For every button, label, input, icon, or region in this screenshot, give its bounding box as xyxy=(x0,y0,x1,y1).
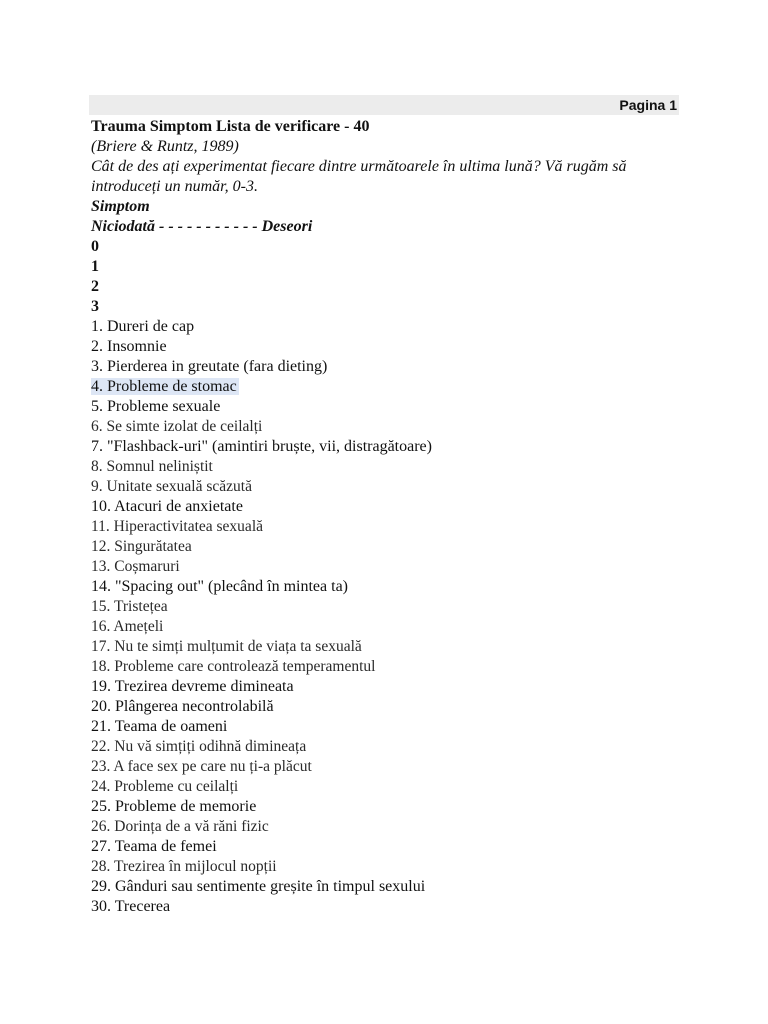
scale-value-2: 2 xyxy=(91,278,99,295)
symptom-item xyxy=(91,317,691,337)
symptom-item-text: 13. Coșmaruri xyxy=(91,558,180,575)
symptom-item-text: 2. Insomnie xyxy=(91,338,167,355)
symptom-item xyxy=(91,357,691,377)
symptom-item xyxy=(91,497,691,517)
symptom-item xyxy=(91,537,691,557)
symptom-item-text: 29. Gânduri sau sentimente greșite în timpul sexului xyxy=(91,878,426,895)
symptom-item-text: 3. Pierderea in greutate (fara dieting) xyxy=(91,358,328,375)
scale-value-0: 0 xyxy=(91,238,99,255)
symptom-item-text: 9. Unitate sexuală scăzută xyxy=(91,478,252,495)
symptom-item xyxy=(91,757,691,777)
symptom-item-text: 28. Trezirea în mijlocul nopții xyxy=(91,858,277,875)
symptom-item xyxy=(91,637,691,657)
symptom-item-text: 25. Probleme de memorie xyxy=(91,798,257,815)
symptom-item xyxy=(91,717,691,737)
page-number-label: Pagina 1 xyxy=(619,97,677,113)
symptom-item-text: 12. Singurătatea xyxy=(91,538,192,555)
symptom-item-text: 6. Se simte izolat de ceilalți xyxy=(91,418,263,435)
symptom-item xyxy=(91,397,691,417)
scale-label: Niciodată - - - - - - - - - - - Deseori xyxy=(91,218,313,235)
symptom-item xyxy=(91,417,691,437)
symptom-heading: Simptom xyxy=(91,198,150,215)
symptom-item xyxy=(91,677,691,697)
instructions: Cât de des ați experimentat fiecare dintre următoarele în ultima lună? Vă rugăm să introduceți un număr, 0-3. xyxy=(91,158,627,195)
document-title: Trauma Simptom Lista de verificare - 40 xyxy=(91,118,370,135)
symptom-item-text: 16. Amețeli xyxy=(91,618,164,635)
symptom-item-text: 19. Trezirea devreme dimineata xyxy=(91,678,294,695)
symptom-item xyxy=(91,577,691,597)
symptom-item-text: 15. Tristețea xyxy=(91,598,168,615)
symptom-item xyxy=(91,377,691,397)
symptom-item-text: 1. Dureri de cap xyxy=(91,318,195,335)
symptom-item-text: 24. Probleme cu ceilalți xyxy=(91,778,239,795)
symptom-item-text: 27. Teama de femei xyxy=(91,838,217,855)
symptom-item xyxy=(91,737,691,757)
symptom-item-text: 7. "Flashback-uri" (amintiri bruște, vii, distragătoare) xyxy=(91,438,432,455)
symptom-item-text: 17. Nu te simți mulțumit de viața ta sexuală xyxy=(91,638,362,655)
symptom-item-text: 11. Hiperactivitatea sexuală xyxy=(91,518,263,535)
symptom-item-text: 18. Probleme care controlează temperamentul xyxy=(91,658,376,675)
document-body xyxy=(91,117,691,917)
symptom-item-text: 4. Probleme de stomac xyxy=(91,378,237,395)
symptom-item xyxy=(91,817,691,837)
symptom-item xyxy=(91,597,691,617)
symptom-item xyxy=(91,857,691,877)
symptom-item-text: 30. Trecerea xyxy=(91,898,171,915)
symptom-item xyxy=(91,877,691,897)
page-header-bar xyxy=(89,95,679,115)
symptom-item xyxy=(91,697,691,717)
symptom-list xyxy=(91,317,691,917)
symptom-item-text: 23. A face sex pe care nu ți-a plăcut xyxy=(91,758,312,775)
scale-value-3: 3 xyxy=(91,298,99,315)
symptom-item xyxy=(91,657,691,677)
symptom-item xyxy=(91,837,691,857)
symptom-item xyxy=(91,897,691,917)
symptom-item-text: 21. Teama de oameni xyxy=(91,718,228,735)
symptom-item xyxy=(91,337,691,357)
symptom-item-text: 20. Plângerea necontrolabilă xyxy=(91,698,274,715)
symptom-item-text: 14. "Spacing out" (plecând în mintea ta) xyxy=(91,578,348,595)
symptom-item-text: 5. Probleme sexuale xyxy=(91,398,221,415)
symptom-item xyxy=(91,517,691,537)
symptom-item xyxy=(91,457,691,477)
symptom-item xyxy=(91,797,691,817)
symptom-item xyxy=(91,617,691,637)
citation: (Briere & Runtz, 1989) xyxy=(91,138,239,155)
symptom-item xyxy=(91,777,691,797)
symptom-item-text: 26. Dorința de a vă răni fizic xyxy=(91,818,269,835)
symptom-item-text: 22. Nu vă simțiți odihnă dimineața xyxy=(91,738,307,755)
symptom-item-text: 10. Atacuri de anxietate xyxy=(91,498,243,515)
symptom-item-text: 8. Somnul neliniștit xyxy=(91,458,213,475)
symptom-item xyxy=(91,557,691,577)
symptom-item xyxy=(91,477,691,497)
scale-value-1: 1 xyxy=(91,258,99,275)
symptom-item xyxy=(91,437,691,457)
